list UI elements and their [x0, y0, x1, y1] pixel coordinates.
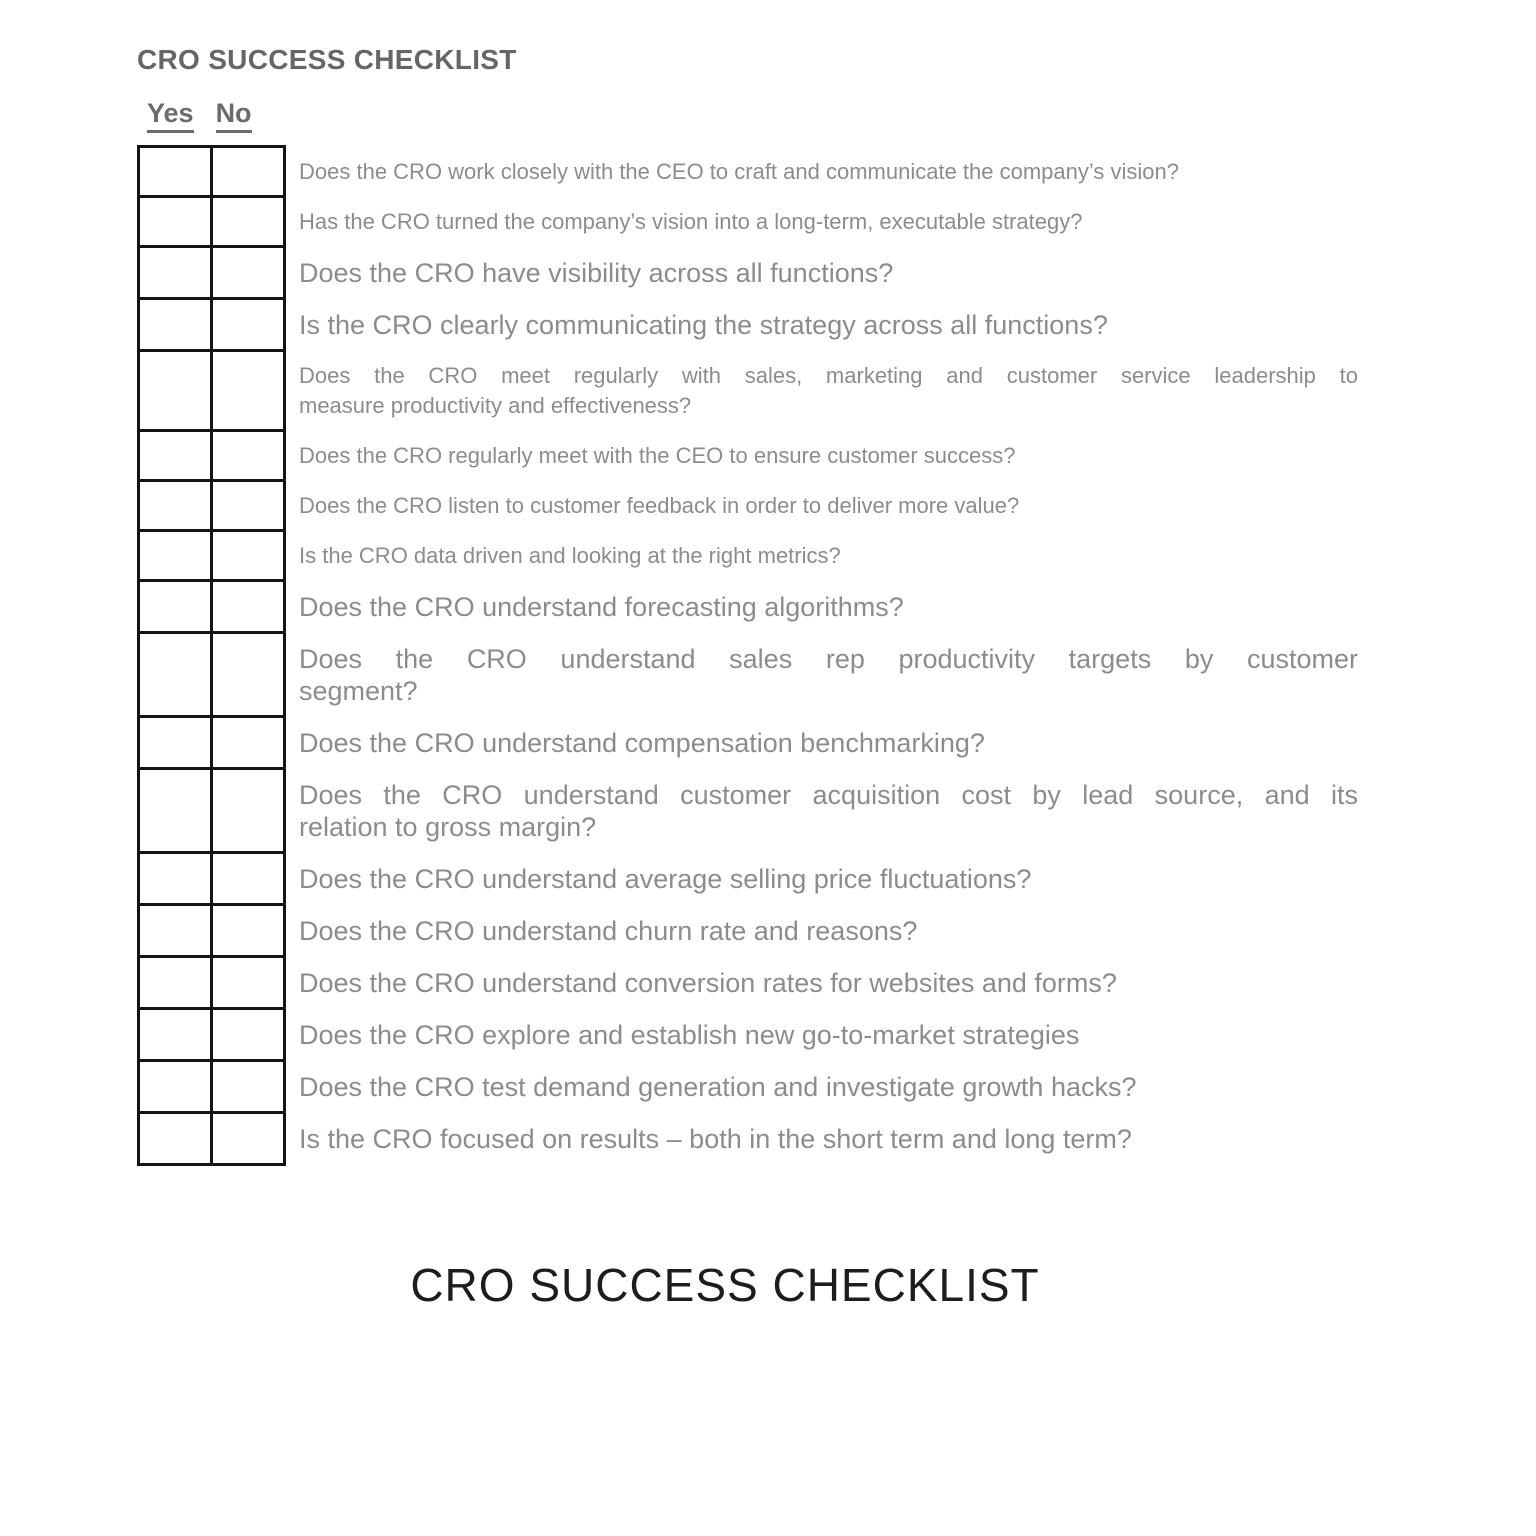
checklist-row: [139, 481, 1360, 531]
question-cell: [285, 1009, 1360, 1061]
question-text: Does the CRO listen to customer feedback in order to deliver more value?: [299, 492, 1020, 518]
question-cell: [285, 581, 1360, 633]
yes-checkbox[interactable]: [139, 957, 212, 1009]
no-checkbox[interactable]: [212, 1009, 285, 1061]
yes-checkbox[interactable]: [139, 769, 212, 853]
no-checkbox[interactable]: [212, 905, 285, 957]
yes-checkbox[interactable]: [139, 431, 212, 481]
question-text: relation to gross margin?: [299, 811, 597, 842]
yes-checkbox[interactable]: [139, 1009, 212, 1061]
question-text: measure productivity and effectiveness?: [299, 392, 692, 418]
question-cell: [285, 197, 1360, 247]
no-checkbox[interactable]: [212, 581, 285, 633]
question-cell: [285, 431, 1360, 481]
no-checkbox[interactable]: [212, 853, 285, 905]
question-text: Does the CRO regularly meet with the CEO to ensure customer success?: [299, 442, 1016, 468]
no-checkbox[interactable]: [212, 633, 285, 717]
checklist-row: [139, 1113, 1360, 1165]
yes-checkbox[interactable]: [139, 197, 212, 247]
question-cell: [285, 247, 1360, 299]
question-text: Does the CRO understand sales rep productivity targets by customer: [299, 643, 1358, 674]
no-checkbox[interactable]: [212, 431, 285, 481]
question-cell: [285, 853, 1360, 905]
yes-checkbox[interactable]: [139, 147, 212, 197]
checklist-row: [139, 1009, 1360, 1061]
yes-checkbox[interactable]: [139, 633, 212, 717]
checklist-row: [139, 853, 1360, 905]
yes-checkbox[interactable]: [139, 581, 212, 633]
question-text: Does the CRO understand conversion rates for websites and forms?: [299, 967, 1117, 998]
question-text: Does the CRO explore and establish new go-to-market strategies: [299, 1019, 1080, 1050]
checklist-row: [139, 197, 1360, 247]
question-cell: [285, 299, 1360, 351]
question-text: Does the CRO understand compensation benchmarking?: [299, 727, 985, 758]
column-headers: [137, 99, 283, 133]
checklist-row: [139, 531, 1360, 581]
checklist-row: [139, 633, 1360, 717]
question-cell: [285, 1061, 1360, 1113]
question-cell: [285, 769, 1360, 853]
no-checkbox[interactable]: [212, 717, 285, 769]
checklist-row: [139, 247, 1360, 299]
question-text: Has the CRO turned the company’s vision into a long-term, executable strategy?: [299, 208, 1083, 234]
question-text: Does the CRO understand customer acquisition cost by lead source, and its: [299, 779, 1358, 810]
question-text: Does the CRO work closely with the CEO to craft and communicate the company’s vision?: [299, 158, 1179, 184]
yes-checkbox[interactable]: [139, 481, 212, 531]
checklist-row: [139, 1061, 1360, 1113]
question-text: Is the CRO clearly communicating the strategy across all functions?: [299, 309, 1108, 340]
question-cell: [285, 717, 1360, 769]
checklist-row: [139, 717, 1360, 769]
question-text: Is the CRO focused on results – both in the short term and long term?: [299, 1123, 1132, 1154]
question-text: Does the CRO have visibility across all functions?: [299, 257, 894, 288]
yes-checkbox[interactable]: [139, 905, 212, 957]
question-cell: [285, 633, 1360, 717]
checklist-row: [139, 147, 1360, 197]
question-text: Does the CRO understand forecasting algorithms?: [299, 591, 904, 622]
yes-checkbox[interactable]: [139, 299, 212, 351]
yes-checkbox[interactable]: [139, 1061, 212, 1113]
checklist-row: [139, 299, 1360, 351]
yes-checkbox[interactable]: [139, 247, 212, 299]
yes-checkbox[interactable]: [139, 531, 212, 581]
checklist-row: [139, 431, 1360, 481]
no-checkbox[interactable]: [212, 957, 285, 1009]
question-text: Does the CRO understand churn rate and reasons?: [299, 915, 918, 946]
question-cell: [285, 957, 1360, 1009]
no-checkbox[interactable]: [212, 351, 285, 431]
no-checkbox[interactable]: [212, 1113, 285, 1165]
no-checkbox[interactable]: [212, 197, 285, 247]
checklist-row: [139, 957, 1360, 1009]
question-cell: [285, 531, 1360, 581]
footer-title: CRO SUCCESS CHECKLIST: [410, 1259, 1040, 1311]
question-cell: [285, 147, 1360, 197]
checklist-table: [137, 145, 1361, 1166]
yes-column-header: Yes: [147, 99, 194, 133]
question-text: Does the CRO understand average selling price fluctuations?: [299, 863, 1032, 894]
question-text: Is the CRO data driven and looking at the right metrics?: [299, 542, 841, 568]
page-title: CRO SUCCESS CHECKLIST: [137, 44, 517, 75]
question-text: Does the CRO meet regularly with sales, marketing and customer service leadership to: [299, 362, 1358, 388]
no-checkbox[interactable]: [212, 481, 285, 531]
no-checkbox[interactable]: [212, 247, 285, 299]
no-checkbox[interactable]: [212, 147, 285, 197]
checklist-row: [139, 905, 1360, 957]
checklist-row: [139, 581, 1360, 633]
yes-checkbox[interactable]: [139, 717, 212, 769]
question-cell: [285, 1113, 1360, 1165]
checklist-row: [139, 769, 1360, 853]
no-checkbox[interactable]: [212, 531, 285, 581]
no-checkbox[interactable]: [212, 1061, 285, 1113]
question-text: Does the CRO test demand generation and investigate growth hacks?: [299, 1071, 1137, 1102]
checklist-row: [139, 351, 1360, 431]
question-text: segment?: [299, 675, 418, 706]
yes-checkbox[interactable]: [139, 1113, 212, 1165]
no-column-header: No: [216, 99, 252, 133]
no-checkbox[interactable]: [212, 769, 285, 853]
yes-checkbox[interactable]: [139, 853, 212, 905]
no-checkbox[interactable]: [212, 299, 285, 351]
question-cell: [285, 905, 1360, 957]
question-cell: [285, 351, 1360, 431]
yes-checkbox[interactable]: [139, 351, 212, 431]
question-cell: [285, 481, 1360, 531]
